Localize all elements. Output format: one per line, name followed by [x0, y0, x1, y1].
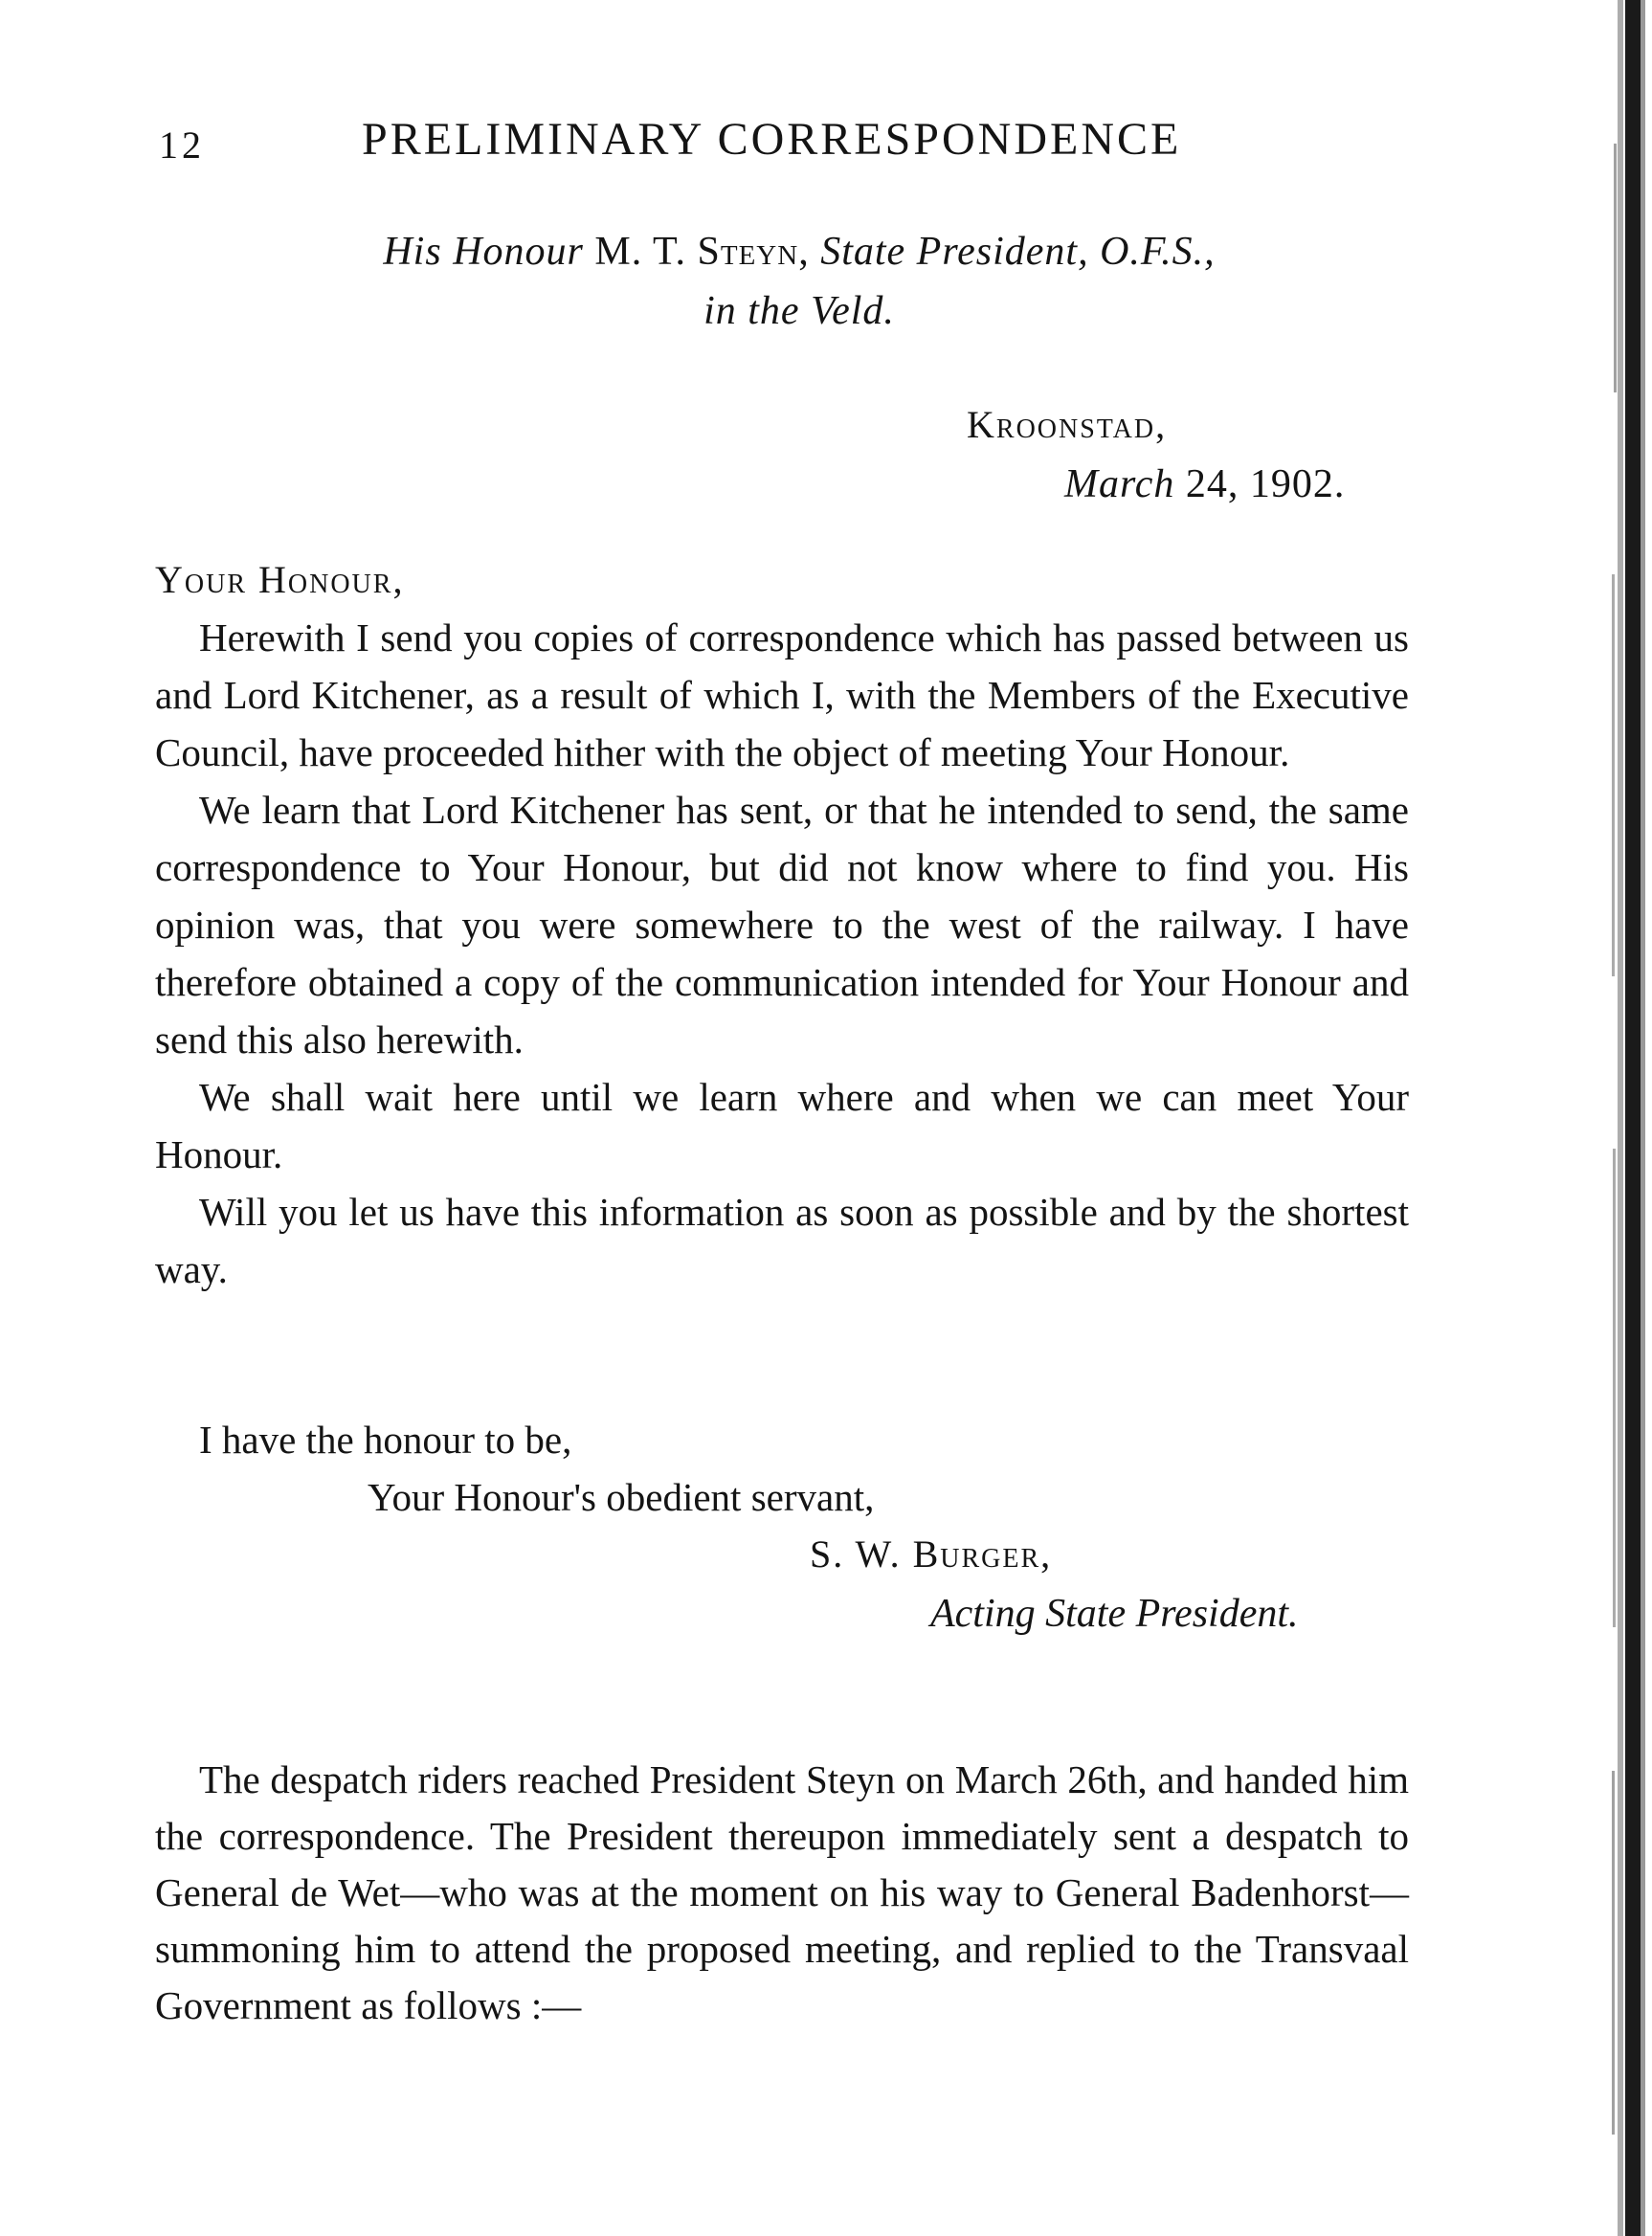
letter-body: [155, 609, 1409, 1298]
closing-line: I have the honour to be,: [199, 1418, 572, 1462]
dateline-month: March: [1064, 462, 1175, 506]
signer-name: S. W. Burger,: [810, 1532, 1053, 1576]
valediction: Your Honour's obedient servant,: [368, 1475, 875, 1519]
book-binding-edge: [1604, 0, 1652, 2236]
addressee-separator: ,: [798, 230, 821, 274]
signer-title: Acting State President.: [930, 1592, 1299, 1636]
narrative-text: [155, 1752, 1409, 2034]
addressee-honorific: His Honour: [383, 230, 584, 274]
letter-addressee: [0, 222, 1598, 341]
body-paragraph: We learn that Lord Kitchener has sent, or that he intended to send, the same correspondence to Your Honour, but did not know where to find you. His opinion was, that you were somewhere to the west of the railway. I have therefore obtained a copy of the communication intended for Your Honour and send this also herewith.: [155, 788, 1409, 1062]
narrative-paragraph: The despatch riders reached President Steyn on March 26th, and handed him the correspondence. The President thereupon immediately sent a despatch to General de Wet—who was at the moment on his way to General Badenhorst—summoning him to attend the proposed meeting, and replied to the Transvaal Government as follows :—: [155, 1757, 1409, 2027]
dateline-date: [1064, 461, 1345, 507]
body-paragraph: Will you let us have this information as soon as possible and by the shortest way.: [155, 1190, 1409, 1291]
addressee-surname: Steyn: [697, 230, 799, 274]
addressee-initials: M. T.: [583, 230, 698, 274]
body-paragraph: Herewith I send you copies of correspondence which has passed between us and Lord Kitchener, as a result of which I, with the Members of the Executive Council, have proceeded hither with the object of meeting Your Honour.: [155, 615, 1409, 774]
salutation: Your Honour,: [155, 558, 405, 601]
addressee-line-2: in the Veld.: [703, 289, 895, 333]
page-number: 12: [159, 123, 205, 167]
addressee-office: State President, O.F.S.,: [820, 230, 1216, 274]
dateline-place: Kroonstad,: [967, 403, 1168, 446]
dateline-day-year: 24, 1902.: [1174, 462, 1346, 506]
page-header: [0, 113, 1652, 170]
body-paragraph: We shall wait here until we learn where and when we can meet Your Honour.: [155, 1075, 1409, 1176]
addressee-line-1: [0, 222, 1598, 281]
running-title: PRELIMINARY CORRESPONDENCE: [362, 114, 1182, 165]
